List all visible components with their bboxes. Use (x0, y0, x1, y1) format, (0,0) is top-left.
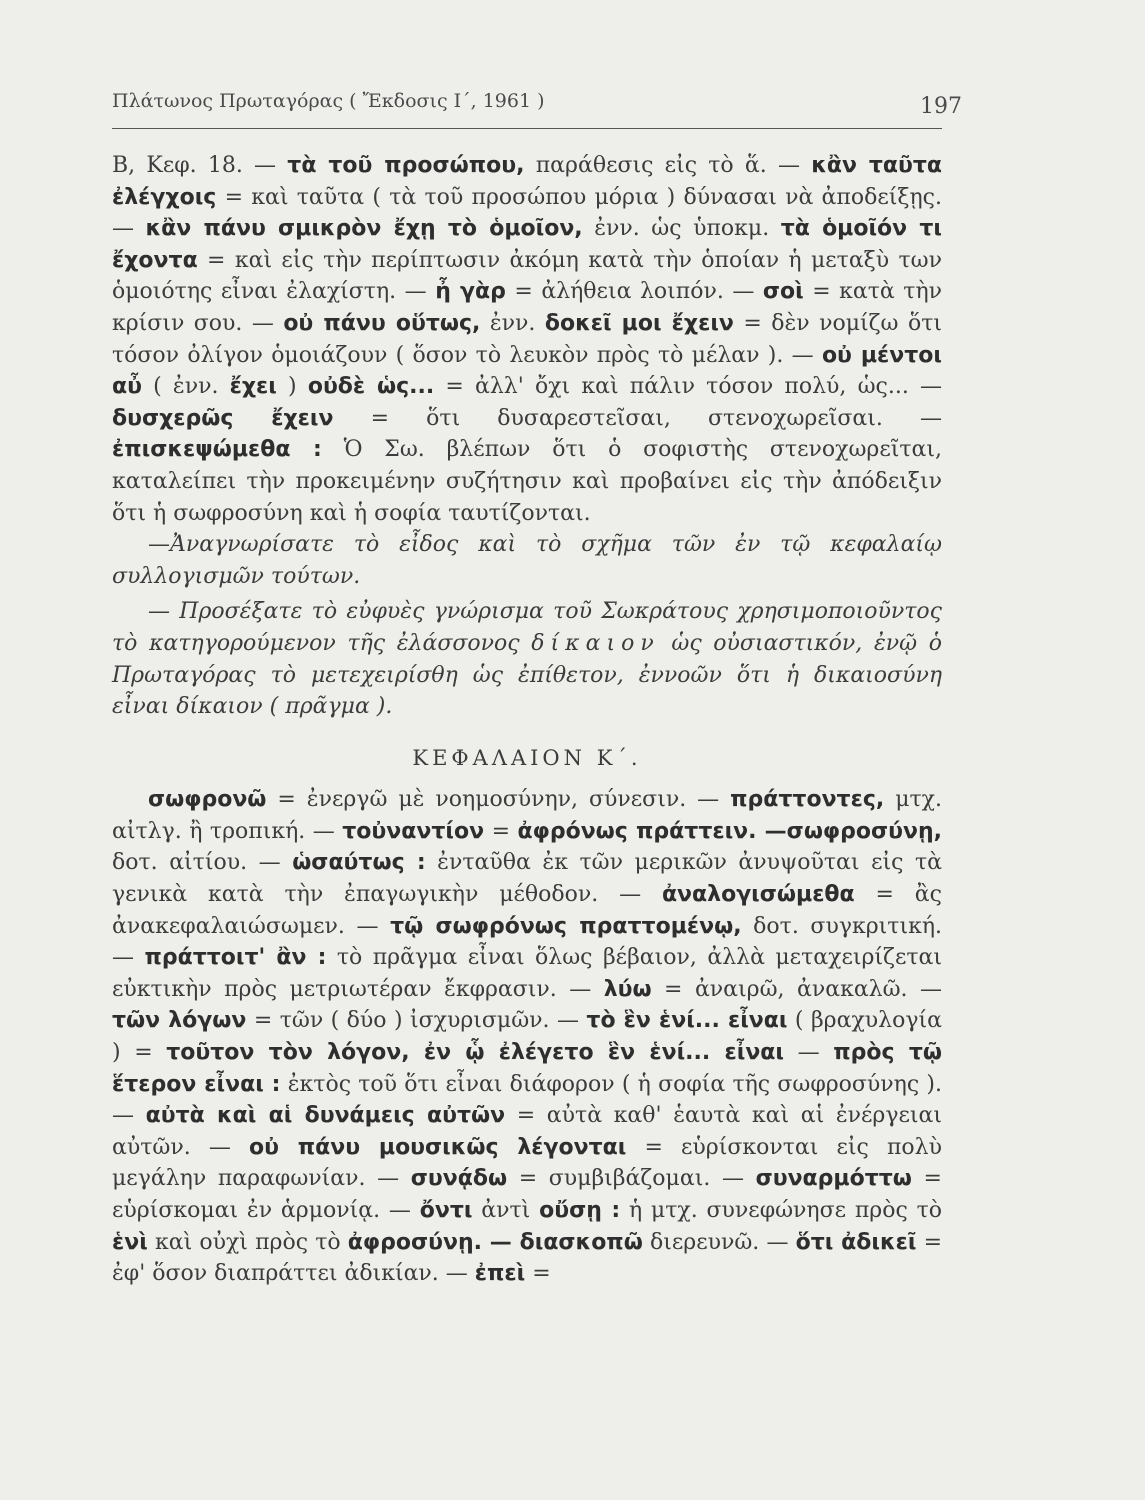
text-run: ἐκτὸς τοῦ ὅτι εἶναι διάφορον ( ἡ σοφία τῆς σωφροσύνης ). — (112, 1071, 942, 1129)
text-run: ( βραχυλογία ) = (112, 1008, 942, 1066)
lemma: οὐ πάνυ οὕτως, (283, 310, 481, 336)
text-run: Β, Κεφ. 18. — (112, 153, 288, 178)
lemma: ὄντι (419, 1198, 473, 1223)
text-run: ἀντὶ (472, 1198, 540, 1223)
lemma: πρὸς τῷ ἕτερον εἶναι : (112, 1040, 942, 1097)
spaced-term: δίκαιον (531, 630, 660, 656)
text-run: = καὶ ταῦτα ( τὰ τοῦ προσώπου μόρια ) δύνασαι νὰ ἀποδείξῃς. — (112, 184, 942, 242)
lemma: ἑνὶ (112, 1229, 148, 1255)
lemma: σωφρονῶ (148, 787, 267, 813)
text-run: ἐνν. (480, 310, 545, 336)
book-title: Πλάτωνος Πρωταγόρας ( Ἔκδοσις Ι΄, 1961 ) (112, 90, 545, 112)
text-run: μτχ. αἰτλγ. ἢ τροπική. — (112, 787, 942, 844)
lemma: αὐτὰ καὶ αἱ δυνάμεις αὐτῶν (145, 1103, 506, 1129)
text-run: τὸ πρᾶγμα εἶναι ὅλως βέβαιον, ἀλλὰ μεταχειρίζεται εὐκτικὴν πρὸς μετριωτέραν ἔκφρασιν. — (112, 945, 943, 1002)
lemma: τὰ ὁμοῖόν τι ἔχοντα (112, 216, 942, 273)
text-run: ἐνταῦθα ἐκ τῶν μερικῶν ἀνυψοῦται εἰς τὰ γενικὰ κατὰ τὴν ἐπαγωγικὴν μέθοδον. — (112, 850, 942, 908)
lemma: κἂν πάνυ σμικρὸν ἔχῃ τὸ ὁμοῖον, (145, 216, 583, 242)
question-1 (112, 529, 942, 592)
chapter-heading: ΚΕΦΑΛΑΙΟΝ Κ΄. (412, 745, 642, 770)
lemma: κἂν ταῦτα ἐλέγχοις (112, 153, 942, 210)
lemma: δυσχερῶς ἔχειν (112, 405, 334, 431)
question-text: —Ἀναγνωρίσατε τὸ εἶδος καὶ τὸ σχῆμα τῶν ἐν τῷ κεφαλαίῳ συλλογισμῶν τούτων. (112, 532, 942, 589)
paragraph-chapter-19-notes (112, 150, 942, 529)
running-head (112, 90, 962, 120)
lemma: οὔσῃ : (539, 1198, 621, 1223)
text-run: = εὑρίσκομαι ἐν ἁρμονίᾳ. — (112, 1166, 942, 1223)
text-run: = ἂς ἀνακεφαλαιώσωμεν. — (112, 882, 942, 939)
lemma: τοῦτον τὸν λόγον, ἐν ᾧ ἐλέγετο ἓν ἑνί... εἶναι (166, 1040, 784, 1066)
text-run: = ἀλήθεια λοιπόν. — (505, 279, 763, 305)
lemma: συνᾴδω (410, 1166, 508, 1192)
text-run: = δὲν νομίζω ὅτι τόσον ὀλίγον ὁμοιάζουν ( ὅσον τὸ λευκὸν πρὸς τὸ μέλαν ). — (112, 310, 942, 368)
lemma: τῶν λόγων (112, 1008, 247, 1034)
lemma: οὐδὲ ὡς... (307, 374, 435, 400)
text-run: = τῶν ( δύο ) ἰσχυρισμῶν. — (246, 1008, 587, 1034)
text-run: δοτ. αἰτίου. — (112, 850, 293, 876)
text-run: Ὁ Σω. βλέπων ὅτι ὁ σοφιστὴς στενοχωρεῖται, καταλείπει τὴν προκειμένην συζήτησιν καὶ προβαίνει εἰς τὴν ἀπόδειξιν ὅτι ἡ σωφροσύνη καὶ ἡ σοφία ταυτίζονται. (112, 437, 942, 526)
lemma: τὰ τοῦ προσώπου, (287, 153, 525, 178)
lemma: ὅτι ἀδικεῖ (795, 1229, 917, 1255)
question-text: — Προσέξατε τὸ εὐφυὲς γνώρισμα τοῦ Σωκράτους χρησιμοποιοῦντος τὸ κατηγορούμενον τῆς ἐλάσσονος (112, 599, 942, 656)
text-run: παράθεσις εἰς τὸ ἅ. — (524, 153, 812, 178)
text-run: ) (276, 374, 308, 400)
lemma: ἐπισκεψώμεθα : (112, 437, 322, 463)
question-2 (112, 596, 942, 722)
lemma: λύω (603, 976, 652, 1002)
text-run: διερευνῶ. — (642, 1229, 796, 1255)
header-rule (112, 128, 942, 129)
lemma: δοκεῖ μοι ἔχειν (544, 310, 734, 336)
text-run: = ἀλλ' ὄχι καὶ πάλιν τόσον πολύ, ὡς... — (434, 374, 942, 400)
text-run: = καὶ εἰς τὴν περίπτωσιν ἀκόμη κατὰ τὴν ὁποίαν ἡ μεταξὺ των ὁμοιότης εἶναι ἐλαχίστη. — (112, 247, 942, 305)
text-run: = αὐτὰ καθ' ἑαυτὰ καὶ αἱ ἐνέργειαι αὐτῶν. — (112, 1103, 942, 1160)
lemma: πράττοιτ' ἂν : (144, 945, 327, 971)
text-run: = συμβιβάζομαι. — (507, 1166, 756, 1192)
text-run: — (784, 1040, 834, 1066)
lemma: τὸ ἓν ἑνί... εἶναι (586, 1008, 788, 1034)
lemma: τῷ σωφρόνως πραττομένῳ, (390, 913, 742, 939)
text-run: ἡ μτχ. συνεφώνησε πρὸς τὸ (620, 1198, 943, 1223)
text-run: = ἀναιρῶ, ἀνακαλῶ. — (651, 976, 942, 1002)
lemma: ἀναλογισώμεθα (661, 882, 855, 908)
lemma: ἦ γὰρ (435, 279, 506, 305)
text-run: = ὅτι δυσαρεστεῖσαι, στενοχωρεῖσαι. — (333, 405, 942, 431)
lemma: οὐ μέντοι αὖ (112, 342, 942, 400)
text-run: ἐνν. ὡς ὑποκμ. (582, 216, 781, 242)
lemma: οὐ πάνυ μουσικῶς λέγονται (248, 1134, 627, 1160)
lemma: πράττοντες, (730, 787, 885, 813)
text-run: = κατὰ τὴν κρίσιν σου. — (112, 279, 943, 336)
lemma: ὡσαύτως : (292, 850, 426, 876)
lemma: σοὶ (762, 279, 804, 305)
question-text: ὡς οὐσιαστικόν, ἐνῷ ὁ Πρωταγόρας τὸ μετεχειρίσθη ὡς ἐπίθετον, ἐννοῶν ὅτι ἡ δικαιοσύνη εἶναι δίκαιον ( πρᾶγμα ). (112, 630, 942, 720)
lemma: συναρμόττω (755, 1166, 912, 1192)
text-run: = ἐνεργῶ μὲ νοημοσύνην, σύνεσιν. — (266, 787, 731, 813)
text-run: καὶ οὐχὶ πρὸς τὸ (147, 1229, 348, 1255)
text-run: ( ἐνν. (141, 374, 230, 400)
page-number: 197 (920, 94, 962, 119)
text-run: = εὑρίσκονται εἰς πολὺ μεγάλην παραφωνίαν. — (112, 1134, 942, 1192)
text-run: δοτ. συγκριτική. — (112, 913, 943, 971)
text-run: = (525, 1261, 551, 1287)
lemma: ἔχει (229, 374, 277, 400)
paragraph-chapter-20-notes (112, 784, 942, 1290)
text-run: = (484, 818, 518, 844)
text-run: = ἐφ' ὅσον διαπράττει ἀδικίαν. — (112, 1229, 943, 1287)
lemma: τοὐναντίον (342, 818, 485, 844)
lemma: ἐπεὶ (474, 1261, 526, 1287)
lemma: ἀφρόνως πράττειν. —σωφροσύνῃ, (517, 818, 943, 844)
lemma: ἀφροσύνῃ. — διασκοπῶ (347, 1229, 643, 1255)
commentary-body (112, 150, 942, 1290)
